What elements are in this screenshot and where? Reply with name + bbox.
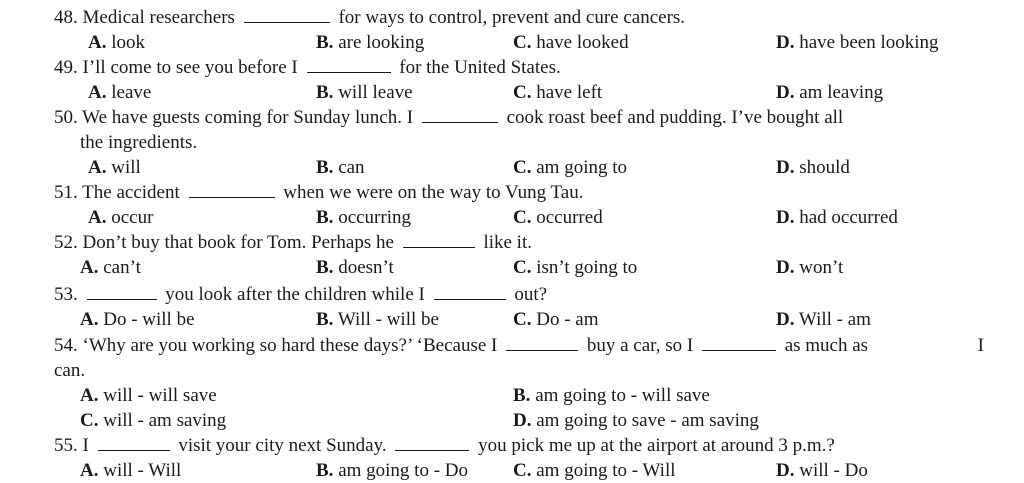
question-continuation: the ingredients. xyxy=(80,132,198,153)
question-number: 49. xyxy=(54,57,78,78)
answer-blank xyxy=(87,283,157,300)
question-text: visit your city next Sunday. xyxy=(178,435,387,456)
option-b: B. doesn’t xyxy=(316,257,394,278)
option-c: C. Do - am xyxy=(513,309,599,330)
question-text: We have guests coming for Sunday lunch. I xyxy=(82,107,414,128)
question-52 xyxy=(54,230,532,255)
question-text: when we were on the way to Vung Tau. xyxy=(283,182,584,203)
option-c: C. isn’t going to xyxy=(513,257,638,278)
option-b: B. will leave xyxy=(316,82,413,103)
option-a: A. will xyxy=(88,157,141,178)
option-d: D. won’t xyxy=(776,257,844,278)
option-d: D. Will - am xyxy=(776,309,871,330)
option-c: C. am going to xyxy=(513,157,628,178)
answer-blank xyxy=(434,283,506,300)
question-continuation: can. xyxy=(54,360,86,381)
answer-blank xyxy=(403,231,475,248)
option-c: C. occurred xyxy=(513,207,603,228)
option-b: B. occurring xyxy=(316,207,411,228)
question-text: as much as xyxy=(784,335,869,356)
option-d: D. am going to save - am saving xyxy=(513,410,759,431)
question-text: I xyxy=(82,435,89,456)
option-a: A. look xyxy=(88,32,146,53)
option-a: A. can’t xyxy=(80,257,141,278)
option-c: C. have looked xyxy=(513,32,629,53)
question-text: Medical researchers xyxy=(82,7,235,28)
question-50 xyxy=(54,105,843,130)
question-text: ‘Why are you working so hard these days?’ ‘Because I xyxy=(82,335,498,356)
question-text: I’ll come to see you before I xyxy=(82,57,298,78)
question-number: 54. xyxy=(54,335,78,356)
option-b: B. am going to - will save xyxy=(513,385,710,406)
question-text: you look after the children while I xyxy=(165,284,425,305)
answer-blank xyxy=(395,434,469,451)
option-c: C. will - am saving xyxy=(80,410,227,431)
question-54 xyxy=(54,333,984,358)
option-c: C. am going to - Will xyxy=(513,460,676,481)
option-a: A. leave xyxy=(88,82,152,103)
question-53 xyxy=(54,282,547,307)
answer-blank xyxy=(506,334,578,351)
option-d: D. will - Do xyxy=(776,460,868,481)
option-d: D. should xyxy=(776,157,850,178)
option-a: A. will - will save xyxy=(80,385,217,406)
option-a: A. Do - will be xyxy=(80,309,195,330)
answer-blank xyxy=(189,181,275,198)
question-number: 53. xyxy=(54,284,78,305)
answer-blank xyxy=(244,6,330,23)
option-d: D. am leaving xyxy=(776,82,884,103)
question-text: like it. xyxy=(483,232,532,253)
question-text: buy a car, so I xyxy=(586,335,694,356)
question-text: for ways to control, prevent and cure cancers. xyxy=(338,7,686,28)
question-51 xyxy=(54,180,584,205)
question-text: The accident xyxy=(82,182,180,203)
question-number: 51. xyxy=(54,182,78,203)
question-number: 50. xyxy=(54,107,78,128)
question-text: cook roast beef and pudding. I’ve bought all xyxy=(506,107,844,128)
answer-blank xyxy=(98,434,170,451)
option-b: B. Will - will be xyxy=(316,309,439,330)
question-text: you pick me up at the airport at around 3 p.m.? xyxy=(478,435,835,456)
option-c: C. have left xyxy=(513,82,603,103)
question-number: 48. xyxy=(54,7,78,28)
question-49 xyxy=(54,55,561,80)
question-number: 52. xyxy=(54,232,78,253)
option-b: B. am going to - Do xyxy=(316,460,469,481)
question-text: I xyxy=(977,335,984,356)
option-d: D. had occurred xyxy=(776,207,898,228)
question-55 xyxy=(54,433,835,458)
option-a: A. will - Will xyxy=(80,460,182,481)
option-b: B. are looking xyxy=(316,32,425,53)
question-text: out? xyxy=(514,284,548,305)
question-48 xyxy=(54,5,685,30)
question-text: for the United States. xyxy=(399,57,561,78)
answer-blank xyxy=(702,334,776,351)
question-text: Don’t buy that book for Tom. Perhaps he xyxy=(82,232,394,253)
question-number: 55. xyxy=(54,435,78,456)
option-d: D. have been looking xyxy=(776,32,939,53)
answer-blank xyxy=(422,106,498,123)
answer-blank xyxy=(307,56,391,73)
option-b: B. can xyxy=(316,157,365,178)
option-a: A. occur xyxy=(88,207,154,228)
